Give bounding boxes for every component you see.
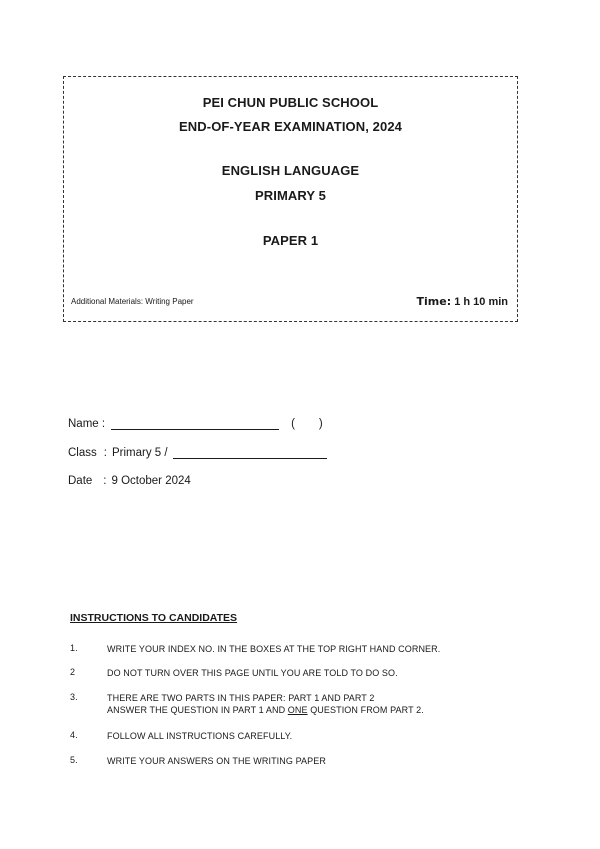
- instruction-text: WRITE YOUR ANSWERS ON THE WRITING PAPER: [107, 756, 326, 766]
- time-value: 1 h 10 min: [454, 296, 508, 308]
- subject-title: ENGLISH LANGUAGE: [221, 163, 360, 178]
- instruction-number: 2: [70, 667, 76, 677]
- instruction-number: 1.: [70, 643, 78, 653]
- instruction-text: WRITE YOUR INDEX NO. IN THE BOXES AT THE TOP RIGHT HAND CORNER.: [107, 644, 441, 654]
- date-value: 9 October 2024: [111, 475, 191, 487]
- name-row: [68, 418, 323, 430]
- instruction-number: 5.: [70, 755, 78, 765]
- register-number-close: ): [318, 418, 323, 430]
- instruction-number: 3.: [70, 692, 78, 702]
- time-allowed: [417, 295, 508, 308]
- school-name: PEI CHUN PUBLIC SCHOOL: [202, 95, 379, 110]
- class-prefix: Primary 5 /: [111, 447, 168, 459]
- date-row: [68, 475, 191, 487]
- class-row: [68, 447, 327, 459]
- instruction-text-line2a: ANSWER THE QUESTION IN PART 1 AND: [107, 705, 288, 715]
- date-colon: :: [103, 475, 107, 487]
- instruction-text-line2b: QUESTION FROM PART 2.: [307, 705, 424, 715]
- time-label: Time:: [416, 295, 452, 308]
- instruction-item: [70, 643, 540, 655]
- name-field-line[interactable]: [111, 418, 279, 430]
- class-colon: :: [103, 447, 107, 459]
- exam-title: END-OF-YEAR EXAMINATION, 2024: [179, 119, 402, 134]
- instruction-item: [70, 755, 540, 767]
- class-field-line[interactable]: [173, 447, 327, 459]
- instruction-item: [70, 730, 540, 742]
- paper-title: PAPER 1: [262, 233, 319, 248]
- date-label: Date: [68, 475, 93, 487]
- instruction-item: [70, 692, 540, 716]
- class-label: Class: [68, 447, 97, 459]
- level-title: PRIMARY 5: [255, 188, 326, 203]
- instructions-title: INSTRUCTIONS TO CANDIDATES: [70, 612, 238, 624]
- instruction-number: 4.: [70, 730, 78, 740]
- additional-materials: Additional Materials: Writing Paper: [71, 297, 194, 306]
- instruction-text-emphasis: ONE: [287, 705, 308, 715]
- instruction-text: FOLLOW ALL INSTRUCTIONS CAREFULLY.: [107, 731, 293, 741]
- instruction-text-line1: THERE ARE TWO PARTS IN THIS PAPER: PART 1 AND PART 2: [107, 693, 375, 703]
- instruction-text: [107, 692, 540, 716]
- exam-header-box: [63, 76, 518, 322]
- register-number-open: (: [291, 418, 295, 430]
- name-label: Name :: [68, 418, 106, 430]
- instruction-text: DO NOT TURN OVER THIS PAGE UNTIL YOU ARE TOLD TO DO SO.: [107, 668, 398, 678]
- instruction-item: [70, 667, 540, 679]
